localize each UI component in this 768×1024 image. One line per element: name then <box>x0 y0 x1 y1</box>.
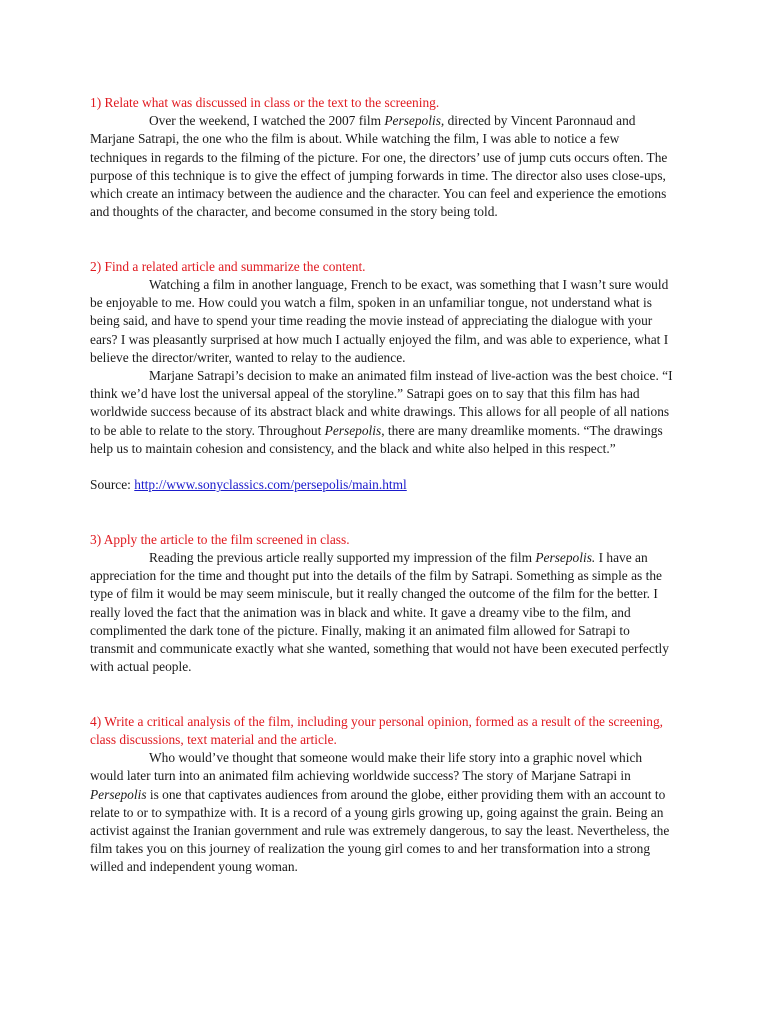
source-link[interactable]: http://www.sonyclassics.com/persepolis/main.html <box>134 477 407 493</box>
question-2-heading: 2) Find a related article and summarize the content. <box>90 258 366 274</box>
spacer <box>90 676 676 694</box>
spacer <box>90 240 676 258</box>
question-1-heading: 1) Relate what was discussed in class or the text to the screening. <box>90 95 440 110</box>
paragraph-text: , there are many dreamlike moments. “The drawings help us to maintain cohesion and consistency, and the black and white also helped in this respect.” <box>90 422 663 456</box>
spacer <box>90 458 676 476</box>
paragraph-text: Marjane Satrapi’s decision to make an animated film instead of live-action was the best choice. “I think we’d have lost the universal appeal of the storyline.” Satrapi goes on to say that this film has had worldwide success because of its abstract black and white drawings. This allows for all people of all nations to be able to relate to the story. Throughout <box>90 368 673 438</box>
film-title: Persepolis, <box>384 113 445 129</box>
section-3-paragraph <box>90 549 676 676</box>
spacer <box>90 695 676 713</box>
film-title: Persepolis. <box>535 550 596 565</box>
source-label: Source: <box>90 477 135 493</box>
source-line <box>90 476 676 494</box>
film-title: Persepolis <box>90 786 147 802</box>
spacer <box>90 221 676 239</box>
paragraph-text: Who would’ve thought that someone would make their life story into a graphic novel which would later turn into an animated film achieving worldwide success? The story of Marjane Satrapi in <box>90 750 643 784</box>
paragraph-text: directed by Vincent Paronnaud and Marjane Satrapi, the one who the film is about. While watching the film, I was able to notice a few techniques in regards to the filming of the picture. For one, the directors’ use of jump cuts occurs often. The purpose of this technique is to give the effect of jumping forwards in time. The director also uses close-ups, which create an intimacy between the audience and the character. You can feel and experience the emotions and thoughts of the character, and become consumed in the story being told. <box>90 113 668 220</box>
spacer <box>90 513 676 531</box>
question-4-heading: 4) Write a critical analysis of the film, including your personal opinion, formed as a result of the screening, class discussions, text material and the article. <box>90 713 663 747</box>
film-title: Persepolis <box>324 422 382 438</box>
question-3-heading: 3) Apply the article to the film screened in class. <box>90 531 350 547</box>
paragraph-text: Reading the previous article really supported my impression of the film <box>149 550 536 565</box>
paragraph-text: I have an appreciation for the time and thought put into the details of the film by Satrapi. Something as simple as the type of film it would be may seem miniscule, but it really changed the outcome of the film for the better. I really loved the fact that the animation was in black and white. It gave a dreamy vibe to the film, and complimented the dark tone of the picture. Finally, making it an animated film allowed for Satrapi to transmit and communicate exactly what she wanted, something that would not have been executed perfectly with actual people. <box>90 550 669 675</box>
document-page <box>90 94 676 877</box>
section-4-paragraph <box>90 749 676 876</box>
paragraph-text: is one that captivates audiences from around the globe, either providing them with an account to relate to or to sympathize with. It is a record of a young girls growing up, going against the grain. Being an activist against the Iranian government and rule was extremely dangerous, to say the least. Nevertheless, the film takes you on this journey of realization the young girl comes to and her transformation into a strong willed and independent young woman. <box>90 786 670 875</box>
spacer <box>90 494 676 512</box>
paragraph-text: Over the weekend, I watched the 2007 film <box>149 113 385 129</box>
section-2-paragraph-1: Watching a film in another language, French to be exact, was something that I wasn’t sure would be enjoyable to me. How could you watch a film, spoken in an unfamiliar tongue, not understand what is being said, and have to spend your time reading the movie instead of appreciating the dialogue with your ears? I was pleasantly surprised at how much I actually enjoyed the film, and was able to experience, what I believe the director/writer, wanted to relay to the audience. <box>90 277 669 365</box>
section-2-paragraph-2 <box>90 367 676 458</box>
section-1-paragraph <box>90 112 676 221</box>
